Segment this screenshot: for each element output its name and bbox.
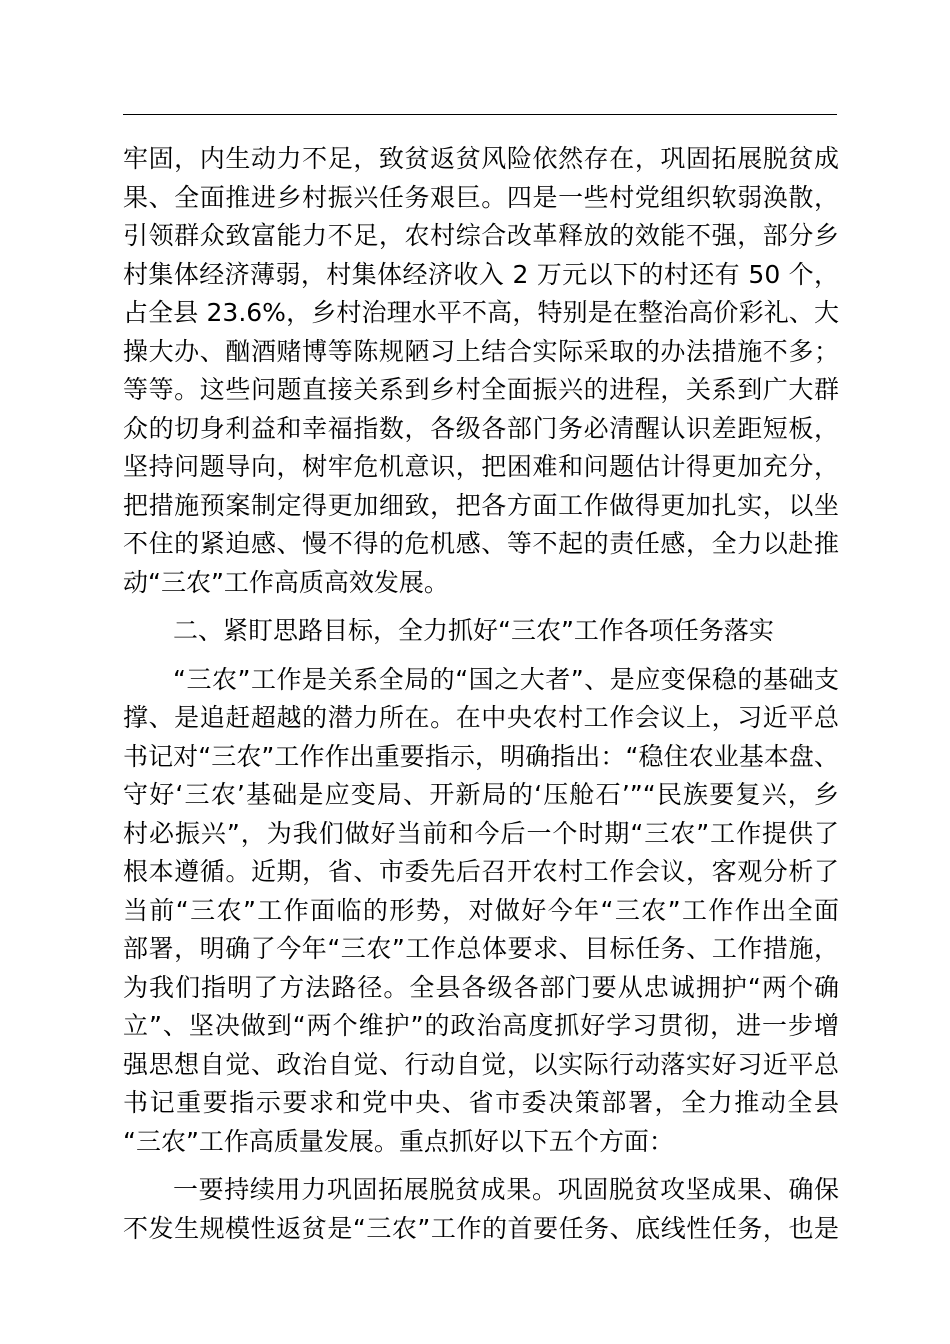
text-line: 坚持问题导向，树牢危机意识，把困难和问题估计得更加充分， bbox=[123, 452, 839, 481]
paragraph-three bbox=[123, 1171, 839, 1248]
text-line: “三农”工作高质量发展。重点抓好以下五个方面： bbox=[123, 1126, 674, 1156]
text-line: 占全县 23.6%，乡村治理水平不高，特别是在整治高价彩礼、大 bbox=[123, 298, 839, 327]
text-line: 村集体经济薄弱，村集体经济收入 2 万元以下的村还有 50 个， bbox=[123, 259, 839, 289]
text-line: 把措施预案制定得更加细致，把各方面工作做得更加扎实，以坐 bbox=[123, 490, 839, 520]
text-line: 书记对“三农”工作作出重要指示，明确指出：“稳住农业基本盘、 bbox=[123, 741, 839, 771]
text-line: 根本遵循。近期，省、市委先后召开农村工作会议，客观分析了 bbox=[123, 857, 839, 886]
text-line: 部署，明确了今年“三农”工作总体要求、目标任务、工作措施， bbox=[123, 934, 839, 963]
text-line: 一要持续用力巩固拓展脱贫成果。巩固脱贫攻坚成果、确保 bbox=[173, 1175, 839, 1204]
paragraph-continuation bbox=[123, 140, 839, 602]
text-line: 立”、坚决做到“两个维护”的政治高度抓好学习贯彻，进一步增 bbox=[123, 1011, 839, 1040]
text-line: 当前“三农”工作面临的形势，对做好今年“三农”工作作出全面 bbox=[123, 895, 839, 925]
text-line: 果、全面推进乡村振兴任务艰巨。四是一些村党组织软弱涣散， bbox=[123, 182, 839, 212]
text-line: 操大办、酗酒赌博等陈规陋习上结合实际采取的办法措施不多； bbox=[123, 336, 839, 366]
text-line: 不发生规模性返贫是“三农”工作的首要任务、底线性任务，也是 bbox=[123, 1213, 839, 1243]
text-line: 为我们指明了方法路径。全县各级各部门要从忠诚拥护“两个确 bbox=[123, 972, 839, 1002]
text-line: 牢固，内生动力不足，致贫返贫风险依然存在，巩固拓展脱贫成 bbox=[123, 144, 839, 173]
text-line: 村必振兴”，为我们做好当前和今后一个时期“三农”工作提供了 bbox=[123, 818, 839, 848]
text-line: 守好‘三农’基础是应变局、开新局的‘压舱石’”“民族要复兴，乡 bbox=[123, 780, 839, 809]
text-line: “三农”工作是关系全局的“国之大者”、是应变保稳的基础支 bbox=[173, 664, 839, 694]
text-line: 不住的紧迫感、慢不得的危机感、等不起的责任感，全力以赴推 bbox=[123, 529, 839, 558]
text-line: 引领群众致富能力不足，农村综合改革释放的效能不强，部分乡 bbox=[123, 221, 839, 250]
document-body bbox=[123, 140, 839, 1248]
text-line: 等等。这些问题直接关系到乡村全面振兴的进程，关系到广大群 bbox=[123, 375, 839, 404]
text-line: 撑、是追赶超越的潜力所在。在中央农村工作会议上，习近平总 bbox=[123, 703, 839, 732]
text-line: 众的切身利益和幸福指数，各级各部门务必清醒认识差距短板， bbox=[123, 413, 839, 443]
text-line: 动“三农”工作高质高效发展。 bbox=[123, 567, 449, 597]
header-rule bbox=[123, 114, 837, 115]
paragraph-two bbox=[123, 661, 839, 1162]
text-line: 强思想自觉、政治自觉、行动自觉，以实际行动落实好习近平总 bbox=[123, 1049, 839, 1079]
section-heading: 二、紧盯思路目标，全力抓好“三农”工作各项任务落实 bbox=[173, 616, 774, 645]
text-line: 书记重要指示要求和党中央、省市委决策部署，全力推动全县 bbox=[123, 1088, 839, 1117]
